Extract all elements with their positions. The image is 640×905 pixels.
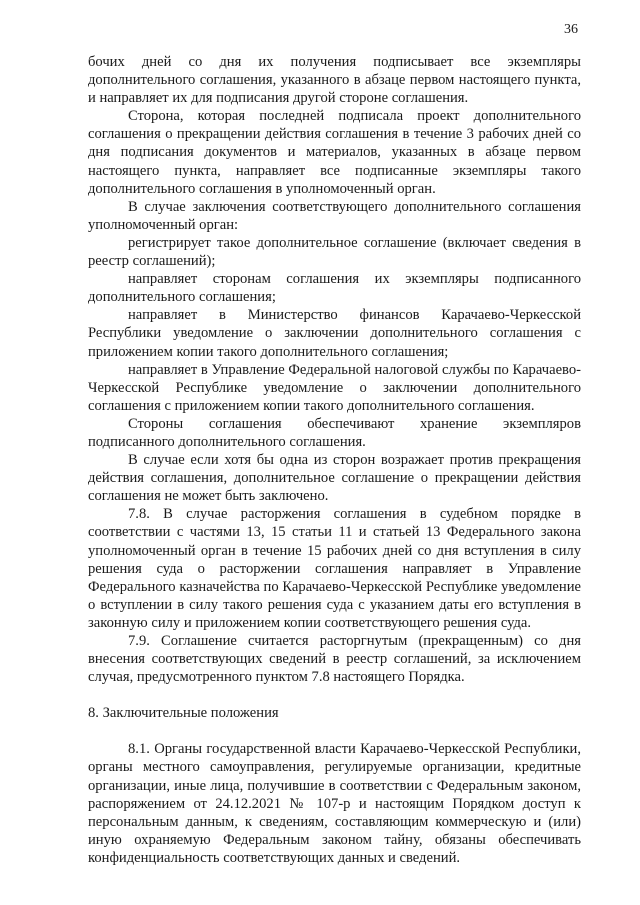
paragraph-clause-7-8: 7.8. В случае расторжения соглашения в судебном порядке в соответствии с частями 13, 15 статьи 11 и статьей 13 Федерального закона уполномоченный орган в течение 15 рабочих дней со дня вступления в силу решения суда о расторжении соглашения направляет в Управление Федерального казначейства по Карачаево-Черкесской Республике уведомление о вступлении в силу такого решения суда с указанием даты его вступления в законную силу и приложением копии соответствующего решения суда. xyxy=(88,506,581,631)
page-number: 36 xyxy=(564,22,578,37)
paragraph: В случае заключения соответствующего дополнительного соглашения уполномоченный орган: xyxy=(88,198,581,233)
paragraph: направляет в Министерство финансов Карачаево-Черкесской Республики уведомление о заключении дополнительного соглашения с приложением копии такого дополнительного соглашения; xyxy=(88,307,581,360)
paragraph-clause-7-9: 7.9. Соглашение считается расторгнутым (прекращенным) со дня внесения соответствующих сведений в реестр соглашений, за исключением случая, предусмотренного пунктом 7.8 настоящего Порядка. xyxy=(88,633,581,686)
paragraph: направляет в Управление Федеральной налоговой службы по Карачаево-Черкесской Республике уведомление о заключении дополнительного соглашения с приложением копии такого дополнительного соглашения. xyxy=(88,361,581,414)
paragraph-continuation: бочих дней со дня их получения подписывает все экземпляры дополнительного соглашения, указанного в абзаце первом настоящего пункта, и направляет их для подписания другой стороне соглашения. xyxy=(88,54,581,107)
paragraph: направляет сторонам соглашения их экземпляры подписанного дополнительного соглашения; xyxy=(88,271,581,306)
section-heading: 8. Заключительные положения xyxy=(88,705,279,722)
paragraph: В случае если хотя бы одна из сторон возражает против прекращения действия соглашения, дополнительное соглашение о прекращении действия соглашения не может быть заключено. xyxy=(88,452,581,505)
paragraph-clause-8-1: 8.1. Органы государственной власти Карачаево-Черкесской Республики, органы местного самоуправления, регулируемые организации, кредитные организации, иные лица, получившие в соответствии с Федеральным законом, распоряжением от 24.12.2021 № 107-р и настоящим Порядком доступ к персональным данным, к сведениям, составляющим коммерческую и (или) иную охраняемую Федеральным законом тайну, обязаны обеспечивать конфиденциальность соответствующих данных и сведений. xyxy=(88,741,581,866)
document-body xyxy=(88,53,581,867)
paragraph: Сторона, которая последней подписала проект дополнительного соглашения о прекращении действия соглашения в течение 3 рабочих дней со дня подписания документов и материалов, указанных в абзаце первом настоящего пункта, направляет все подписанные экземпляры такого дополнительного соглашения в уполномоченный орган. xyxy=(88,108,581,197)
paragraph: регистрирует такое дополнительное соглашение (включает сведения в реестр соглашений); xyxy=(88,234,581,270)
paragraph: Стороны соглашения обеспечивают хранение экземпляров подписанного дополнительного соглашения. xyxy=(88,415,581,450)
